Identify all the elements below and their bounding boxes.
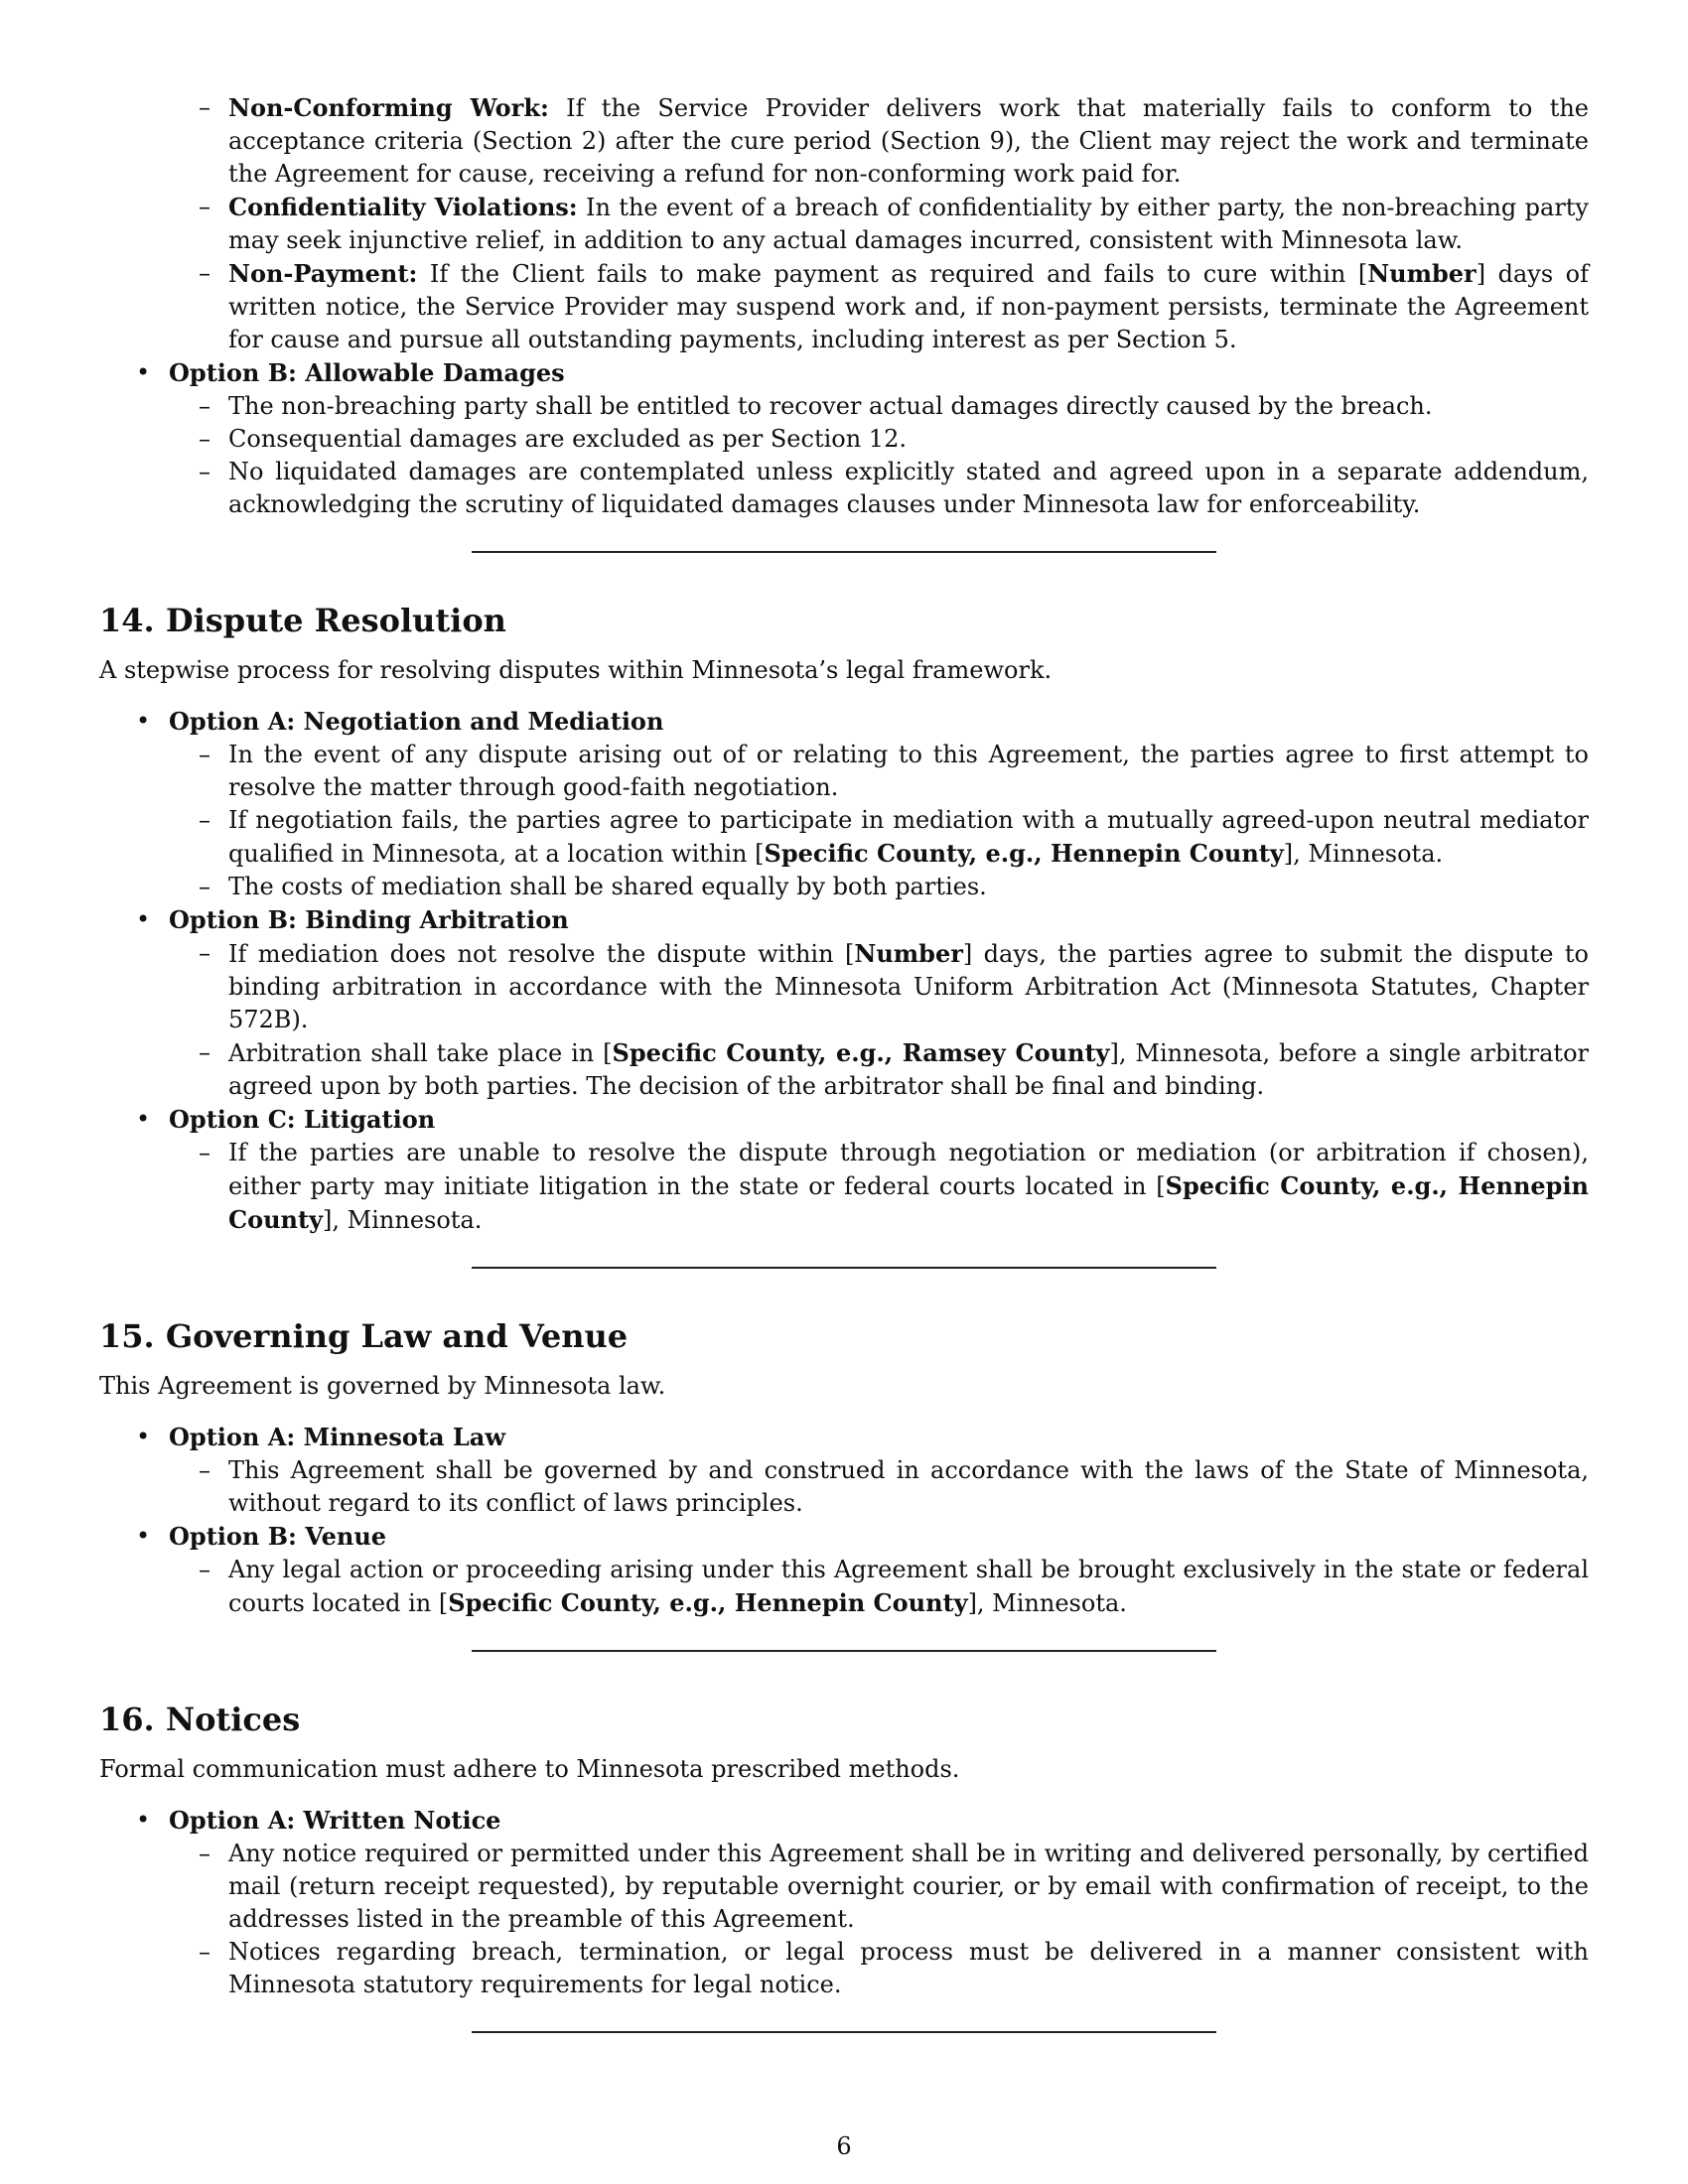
list-item: – This Agreement shall be governed by and construed in accordance with the laws of the State of Minnesota, without regard to its conflict of laws principles. <box>99 1454 1589 1520</box>
section-divider <box>472 2031 1216 2033</box>
list-item: – Non-Conforming Work: If the Service Provider delivers work that materially fails to conform to the acceptance criteria (Section 2) after the cure period (Section 9), the Client may reject the work and terminate the Agreement for cause, receiving a refund for non-conforming work paid for. <box>99 91 1589 191</box>
section-heading-16: 16. Notices <box>99 1701 301 1738</box>
section-heading-15: 15. Governing Law and Venue <box>99 1317 629 1355</box>
option-list <box>99 705 1589 739</box>
option-list <box>99 1804 1589 1838</box>
option-item: • Option C: Litigation <box>99 1103 1589 1137</box>
page-number: 6 <box>836 2132 852 2160</box>
option-item: • Option B: Venue <box>99 1520 1589 1554</box>
list-item: – Confidentiality Violations: In the event of a breach of confidentiality by either party, the non-breaching party may seek injunctive relief, in addition to any actual damages incurred, consistent with Minnesota law. <box>99 191 1589 257</box>
option-a-list <box>99 1454 1589 1520</box>
list-item: – If mediation does not resolve the dispute within [Number] days, the parties agree to submit the dispute to binding arbitration in accordance with the Minnesota Uniform Arbitration Act (Minnesota Statutes, Chapter 572B). <box>99 937 1589 1036</box>
option-b-list <box>99 1554 1589 1620</box>
option-c-list <box>99 1137 1589 1237</box>
option-item: • Option B: Allowable Damages <box>99 356 1589 390</box>
option-b-list <box>99 937 1589 1103</box>
option-item: • Option A: Negotiation and Mediation <box>99 705 1589 739</box>
option-a-remedies-list <box>99 91 1589 356</box>
page-content <box>99 91 1589 2033</box>
list-item: – Any legal action or proceeding arising under this Agreement shall be brought exclusively in the state or federal courts located in [Specific County, e.g., Hennepin County], Minnesota. <box>99 1554 1589 1620</box>
list-item: – No liquidated damages are contemplated unless explicitly stated and agreed upon in a separate addendum, acknowledging the scrutiny of liquidated damages clauses under Minnesota law for enforceability. <box>99 456 1589 521</box>
list-item: – If the parties are unable to resolve the dispute through negotiation or mediation (or arbitration if chosen), either party may initiate litigation in the state or federal courts located in [Specific County, e.g., Hennepin County], Minnesota. <box>99 1137 1589 1237</box>
list-item: – In the event of any dispute arising out of or relating to this Agreement, the parties agree to first attempt to resolve the matter through good-faith negotiation. <box>99 739 1589 804</box>
option-list <box>99 903 1589 937</box>
option-list <box>99 1103 1589 1137</box>
list-item: – If negotiation fails, the parties agree to participate in mediation with a mutually agreed-upon neutral mediator qualified in Minnesota, at a location within [Specific County, e.g., Hennepin County], Minnesota. <box>99 804 1589 871</box>
option-a-list <box>99 1838 1589 2001</box>
option-list <box>99 1421 1589 1454</box>
option-list <box>99 1520 1589 1554</box>
option-b-damages-list <box>99 390 1589 521</box>
section-divider <box>472 1267 1216 1269</box>
list-item: – The costs of mediation shall be shared equally by both parties. <box>99 871 1589 903</box>
list-item: – Any notice required or permitted under this Agreement shall be in writing and delivered personally, by certified mail (return receipt requested), by reputable overnight courier, or by email with confirmation of receipt, to the addresses listed in the preamble of this Agreement. <box>99 1838 1589 1936</box>
list-item: – Arbitration shall take place in [Specific County, e.g., Ramsey County], Minnesota, before a single arbitrator agreed upon by both parties. The decision of the arbitrator shall be final and binding. <box>99 1036 1589 1103</box>
section-intro: Formal communication must adhere to Minnesota prescribed methods. <box>99 1755 960 1783</box>
option-item: • Option B: Binding Arbitration <box>99 903 1589 937</box>
section-intro: A stepwise process for resolving disputes within Minnesota’s legal framework. <box>99 656 1053 684</box>
section-divider <box>472 551 1216 553</box>
list-item: – The non-breaching party shall be entitled to recover actual damages directly caused by the breach. <box>99 390 1589 423</box>
list-item: – Consequential damages are excluded as per Section 12. <box>99 423 1589 456</box>
option-b-damages <box>99 356 1589 390</box>
option-item: • Option A: Minnesota Law <box>99 1421 1589 1454</box>
section-intro: This Agreement is governed by Minnesota law. <box>99 1372 666 1400</box>
section-divider <box>472 1650 1216 1652</box>
list-item: – Non-Payment: If the Client fails to make payment as required and fails to cure within [Number] days of written notice, the Service Provider may suspend work and, if non-payment persists, terminate the Agreement for cause and pursue all outstanding payments, including interest as per Section 5. <box>99 257 1589 356</box>
section-heading-14: 14. Dispute Resolution <box>99 602 506 639</box>
option-a-list <box>99 739 1589 903</box>
list-item: – Notices regarding breach, termination, or legal process must be delivered in a manner consistent with Minnesota statutory requirements for legal notice. <box>99 1936 1589 2001</box>
option-item: • Option A: Written Notice <box>99 1804 1589 1838</box>
